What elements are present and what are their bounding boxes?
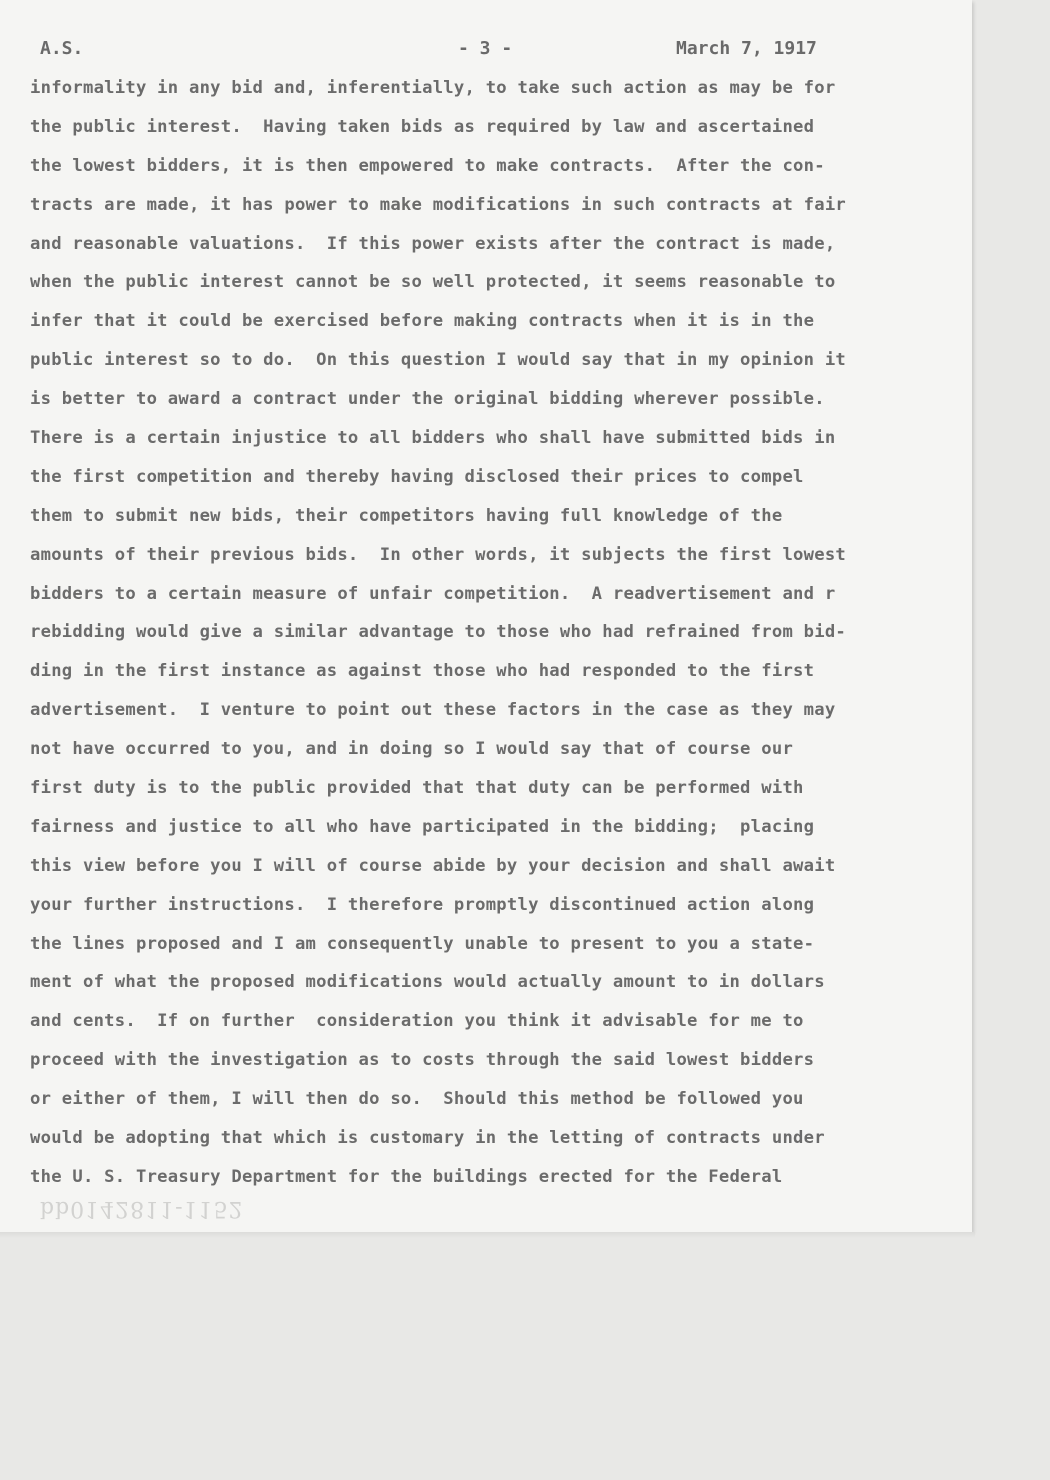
text-line: is better to award a contract under the original bidding wherever possible.: [30, 389, 825, 410]
text-line: tracts are made, it has power to make modifications in such contracts at fair: [30, 194, 847, 215]
text-line: the lines proposed and I am consequently unable to present to you a state-: [30, 933, 815, 954]
text-line: ding in the first instance as against those who had responded to the first: [30, 661, 815, 682]
page-header: [0, 38, 972, 64]
text-line: proceed with the investigation as to costs through the said lowest bidders: [30, 1050, 815, 1071]
text-line: infer that it could be exercised before making contracts when it is in the: [30, 311, 815, 332]
text-line: informality in any bid and, inferentially, to take such action as may be for: [30, 78, 836, 98]
archive-stamp: bb0142811-1152: [40, 1196, 244, 1221]
text-line: the U. S. Treasury Department for the buildings erected for the Federal: [30, 1166, 783, 1187]
header-initials: A.S.: [40, 38, 84, 59]
text-line: first duty is to the public provided that that duty can be performed with: [30, 778, 804, 799]
text-line: advertisement. I venture to point out these factors in the case as they may: [30, 700, 836, 721]
letter-body: [30, 78, 940, 1206]
text-line: fairness and justice to all who have participated in the bidding; placing: [30, 816, 815, 837]
text-line: your further instructions. I therefore promptly discontinued action along: [30, 894, 815, 915]
text-line: this view before you I will of course abide by your decision and shall await: [30, 855, 836, 876]
text-line: the lowest bidders, it is then empowered to make contracts. After the con-: [30, 155, 825, 176]
text-line: not have occurred to you, and in doing so I would say that of course our: [30, 739, 794, 760]
text-line: or either of them, I will then do so. Should this method be followed you: [30, 1089, 804, 1110]
text-line: rebidding would give a similar advantage to those who had refrained from bid-: [30, 622, 847, 643]
text-line: when the public interest cannot be so well protected, it seems reasonable to: [30, 272, 836, 293]
text-line: and reasonable valuations. If this power exists after the contract is made,: [30, 233, 836, 254]
text-line: amounts of their previous bids. In other words, it subjects the first lowest: [30, 544, 847, 565]
letter-date: March 7, 1917: [676, 38, 817, 59]
text-line: the first competition and thereby having disclosed their prices to compel: [30, 466, 804, 487]
paper-shadow: [0, 1232, 975, 1238]
page-number: - 3 -: [458, 38, 513, 59]
text-line: public interest so to do. On this question I would say that in my opinion it: [30, 350, 847, 371]
text-line: and cents. If on further consideration you think it advisable for me to: [30, 1011, 804, 1032]
text-line: ment of what the proposed modifications would actually amount to in dollars: [30, 972, 825, 993]
text-line: them to submit new bids, their competitors having full knowledge of the: [30, 505, 783, 526]
text-line: There is a certain injustice to all bidders who shall have submitted bids in: [30, 428, 836, 449]
text-line: the public interest. Having taken bids as required by law and ascertained: [30, 116, 815, 137]
text-line: would be adopting that which is customary in the letting of contracts under: [30, 1128, 825, 1149]
text-line: bidders to a certain measure of unfair competition. A readvertisement and r: [30, 583, 836, 604]
